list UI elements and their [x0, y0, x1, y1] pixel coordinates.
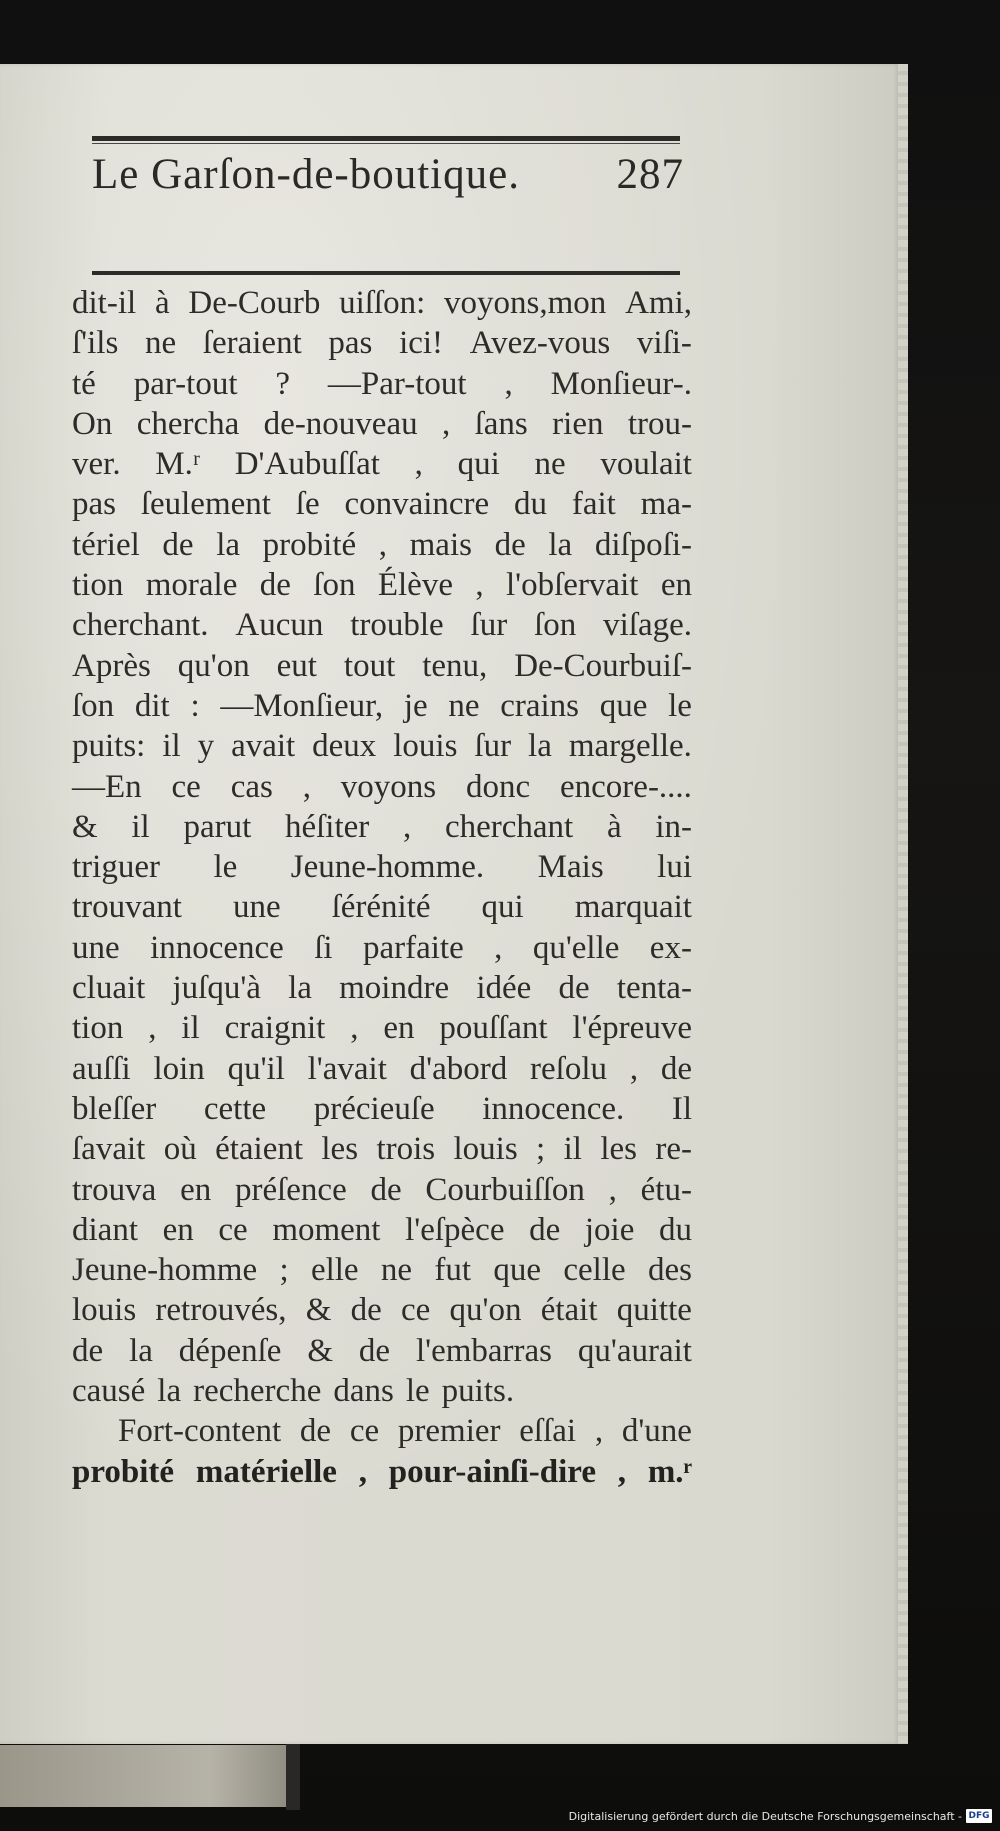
text-line: pas ſeulement ſe convaincre du fait ma-: [72, 486, 692, 523]
header-rule-top-thin: [92, 143, 680, 144]
text-line: tion , il craignit , en pouſſant l'épreuve: [72, 1010, 692, 1047]
text-line: auſſi loin qu'il l'avait d'abord reſolu , de: [72, 1050, 692, 1087]
running-head-title: Le Garſon-de-boutique.: [92, 151, 520, 198]
text-line: dit-il à De-Courb uiſſon: voyons,mon Ami,: [72, 285, 692, 321]
text-line: probité matérielle , pour-ainſi-dire , m.ʳ: [72, 1453, 692, 1490]
text-line: —En ce cas , voyons donc encore-....: [72, 768, 692, 805]
text-line: tion morale de ſon Élève , l'obſervait en: [72, 567, 692, 604]
text-line: ſon dit : —Monſieur, je ne crains que le: [72, 687, 692, 724]
text-line: triguer le Jeune-homme. Mais lui: [72, 849, 692, 886]
text-line: puits: il y avait deux louis ſur la margelle.: [72, 728, 692, 765]
page-deckle-edge: [898, 64, 908, 1744]
text-line: causé la recherche dans le puits.: [72, 1373, 515, 1410]
text-line: de la dépenſe & de l'embarras qu'aurait: [72, 1332, 692, 1369]
text-line: Après qu'on eut tout tenu, De-Courbuiſ-: [72, 647, 692, 684]
body-text: [72, 283, 692, 1492]
text-line: té par-tout ? —Par-tout , Monſieur-.: [72, 365, 692, 402]
text-line: ver. M.ʳ D'Aubuſſat , qui ne voulait: [72, 446, 692, 483]
header-rule-top: [92, 136, 680, 141]
underlying-sheet: [0, 1745, 300, 1807]
credit-text: Digitalisierung gefördert durch die Deutsche Forschungsgemeinschaft -: [568, 1809, 962, 1823]
text-line: tériel de la probité , mais de la diſpoſi-: [72, 526, 692, 563]
text-line: une innocence ſi parfaite , qu'elle ex-: [72, 929, 692, 966]
text-line: trouvant une ſérénité qui marquait: [72, 889, 692, 926]
text-line: Jeune-homme ; elle ne fut que celle des: [72, 1252, 692, 1289]
dfg-logo: DFG: [966, 1809, 992, 1823]
text-line: cherchant. Aucun trouble ſur ſon viſage.: [72, 607, 692, 644]
text-line: louis retrouvés, & de ce qu'on était quitte: [72, 1292, 692, 1329]
page-number: 287: [616, 151, 684, 198]
text-line: ſavait où étaient les trois louis ; il les re-: [72, 1131, 692, 1168]
running-head: [92, 150, 684, 220]
text-line: cluait juſqu'à la moindre idée de tenta-: [72, 970, 692, 1007]
text-line: trouva en préſence de Courbuiſſon , étu-: [72, 1171, 692, 1208]
text-line: ſ'ils ne ſeraient pas ici! Avez-vous viſi-: [72, 325, 692, 362]
header-rule-bottom: [92, 271, 680, 275]
text-line: On chercha de-nouveau , ſans rien trou-: [72, 405, 692, 442]
digitization-credit: [569, 1807, 992, 1825]
text-line: diant en ce moment l'eſpèce de joie du: [72, 1211, 692, 1248]
text-line: & il parut héſiter , cherchant à in-: [72, 808, 692, 845]
text-line: Fort-content de ce premier eſſai , d'une: [118, 1413, 692, 1450]
underlying-sheet-shadow: [286, 1740, 300, 1810]
text-line: bleſſer cette précieuſe innocence. Il: [72, 1090, 692, 1127]
